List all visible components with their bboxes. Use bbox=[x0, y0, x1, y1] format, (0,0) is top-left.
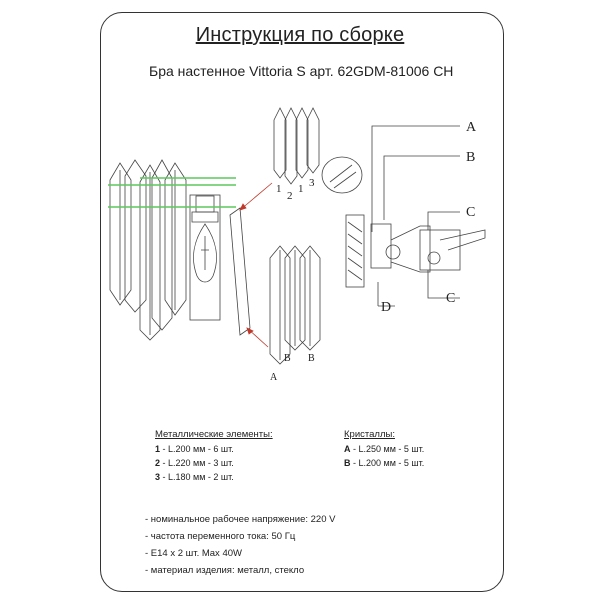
metal-elements-heading: Металлические элементы: bbox=[155, 429, 273, 440]
metal-elements-illustration bbox=[274, 108, 319, 184]
crystals-spec bbox=[344, 428, 424, 470]
crystals-heading: Кристаллы: bbox=[344, 429, 395, 440]
metal-number-2: 2 bbox=[287, 190, 293, 202]
crystal-item: B - L.200 мм - 5 шт. bbox=[344, 458, 425, 468]
crystal-letter-b2: B bbox=[308, 353, 315, 364]
product-subtitle: Бра настенное Vittoria S арт. 62GDM-81006 CH bbox=[149, 63, 454, 79]
technical-specs-list bbox=[145, 511, 335, 579]
metal-number-1a: 1 bbox=[276, 183, 282, 195]
metal-number-1b: 1 bbox=[298, 183, 304, 195]
callout-c-bottom: C bbox=[446, 291, 456, 306]
callout-d: D bbox=[381, 300, 392, 315]
callout-a: A bbox=[466, 120, 477, 135]
metal-item: 2 - L.220 мм - 3 шт. bbox=[155, 458, 234, 468]
callout-b: B bbox=[466, 150, 476, 165]
spec-line: - частота переменного тока: 50 Гц bbox=[145, 531, 296, 542]
assembled-lamp-illustration bbox=[110, 160, 250, 340]
crystals-illustration bbox=[270, 246, 320, 364]
spec-line: - материал изделия: металл, стекло bbox=[145, 565, 305, 576]
page-title: Инструкция по сборке bbox=[195, 24, 405, 46]
crystal-letter-b1: B bbox=[284, 353, 291, 364]
crystal-letter-a: A bbox=[270, 372, 278, 383]
crystal-item: A - L.250 мм - 5 шт. bbox=[344, 444, 425, 454]
spec-line: - номинальное рабочее напряжение: 220 V bbox=[145, 514, 336, 525]
metal-number-3: 3 bbox=[309, 177, 315, 189]
spec-line: - E14 x 2 шт. Max 40W bbox=[145, 548, 242, 559]
callout-c-top: C bbox=[466, 205, 476, 220]
metal-item: 3 - L.180 мм - 2 шт. bbox=[155, 472, 234, 482]
metal-item: 1 - L.200 мм - 6 шт. bbox=[155, 444, 234, 454]
metal-elements-spec bbox=[155, 428, 273, 484]
wall-mount-illustration bbox=[322, 126, 485, 306]
